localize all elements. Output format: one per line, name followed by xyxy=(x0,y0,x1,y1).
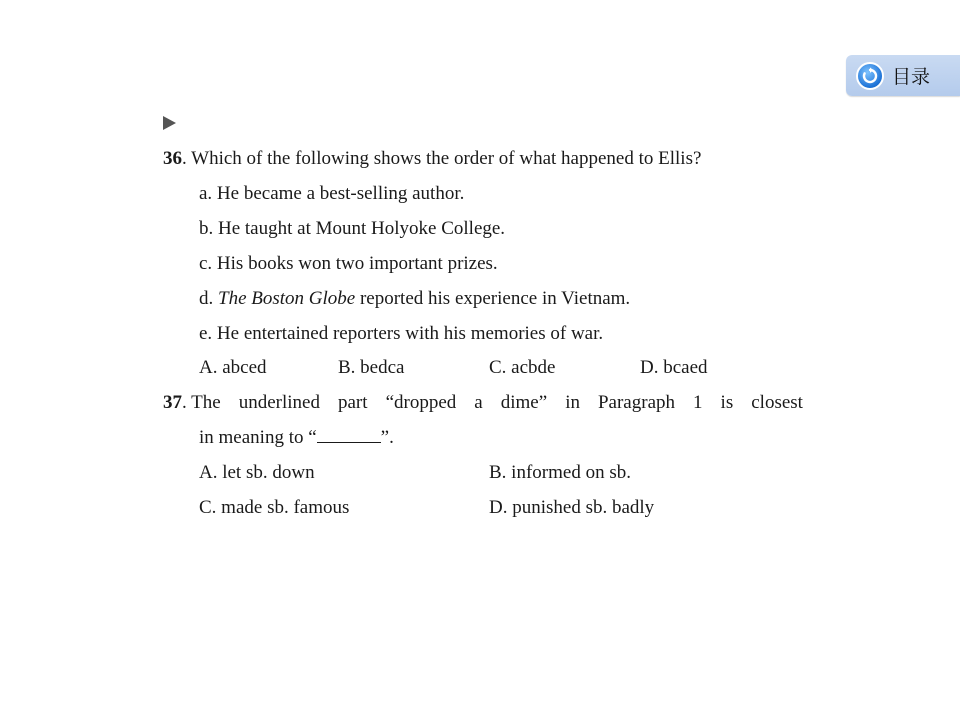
question-37-option-b[interactable]: B. informed on sb. xyxy=(489,462,631,483)
stem-word: underlined xyxy=(238,392,320,413)
stem-line2-prefix: in meaning to “ xyxy=(199,427,317,448)
question-36-number: 36 xyxy=(163,148,182,169)
stem-word: . The xyxy=(182,392,221,413)
question-36-item-a: a. He became a best-selling author. xyxy=(199,183,465,204)
question-36-item-d xyxy=(199,287,630,311)
stem-word: 1 xyxy=(693,392,703,413)
question-36-text: . Which of the following shows the order of what happened to Ellis? xyxy=(182,148,702,169)
answer-blank xyxy=(317,426,381,443)
question-37-option-d[interactable]: D. punished sb. badly xyxy=(489,497,655,518)
toc-label: 目录 xyxy=(892,66,931,88)
stem-line2-suffix: ”. xyxy=(380,427,394,448)
stem-word: closest xyxy=(751,392,803,413)
question-36-option-d[interactable]: D. bcaed xyxy=(640,357,708,378)
question-36-stem xyxy=(163,147,701,171)
stem-word: “dropped xyxy=(385,392,457,413)
bullet-arrow-icon xyxy=(163,116,176,130)
stem-word: in xyxy=(565,392,580,413)
stem-word: is xyxy=(720,392,734,413)
stem-word: Paragraph xyxy=(597,392,676,413)
question-36-item-c: c. His books won two important prizes. xyxy=(199,253,498,274)
stem-word: part xyxy=(338,392,368,413)
question-36-option-a[interactable]: A. abced xyxy=(199,357,267,378)
question-36-option-b[interactable]: B. bedca xyxy=(338,357,405,378)
item-d-newspaper: The Boston Globe xyxy=(218,288,356,309)
toc-button[interactable] xyxy=(846,55,960,96)
question-36-option-c[interactable]: C. acbde xyxy=(489,357,556,378)
item-d-prefix: d. xyxy=(199,288,218,309)
question-36-item-e: e. He entertained reporters with his memories of war. xyxy=(199,323,604,344)
stem-word: dime” xyxy=(500,392,548,413)
question-37-option-c[interactable]: C. made sb. famous xyxy=(199,497,350,518)
question-37-option-a[interactable]: A. let sb. down xyxy=(199,462,315,483)
question-37-stem-line2 xyxy=(199,426,394,450)
question-37-stem xyxy=(163,391,803,415)
question-37-number: 37 xyxy=(163,392,182,413)
item-d-suffix: reported his experience in Vietnam. xyxy=(355,288,631,309)
question-36-item-b: b. He taught at Mount Holyoke College. xyxy=(199,218,506,239)
refresh-icon xyxy=(856,62,884,90)
stem-word: a xyxy=(474,392,483,413)
